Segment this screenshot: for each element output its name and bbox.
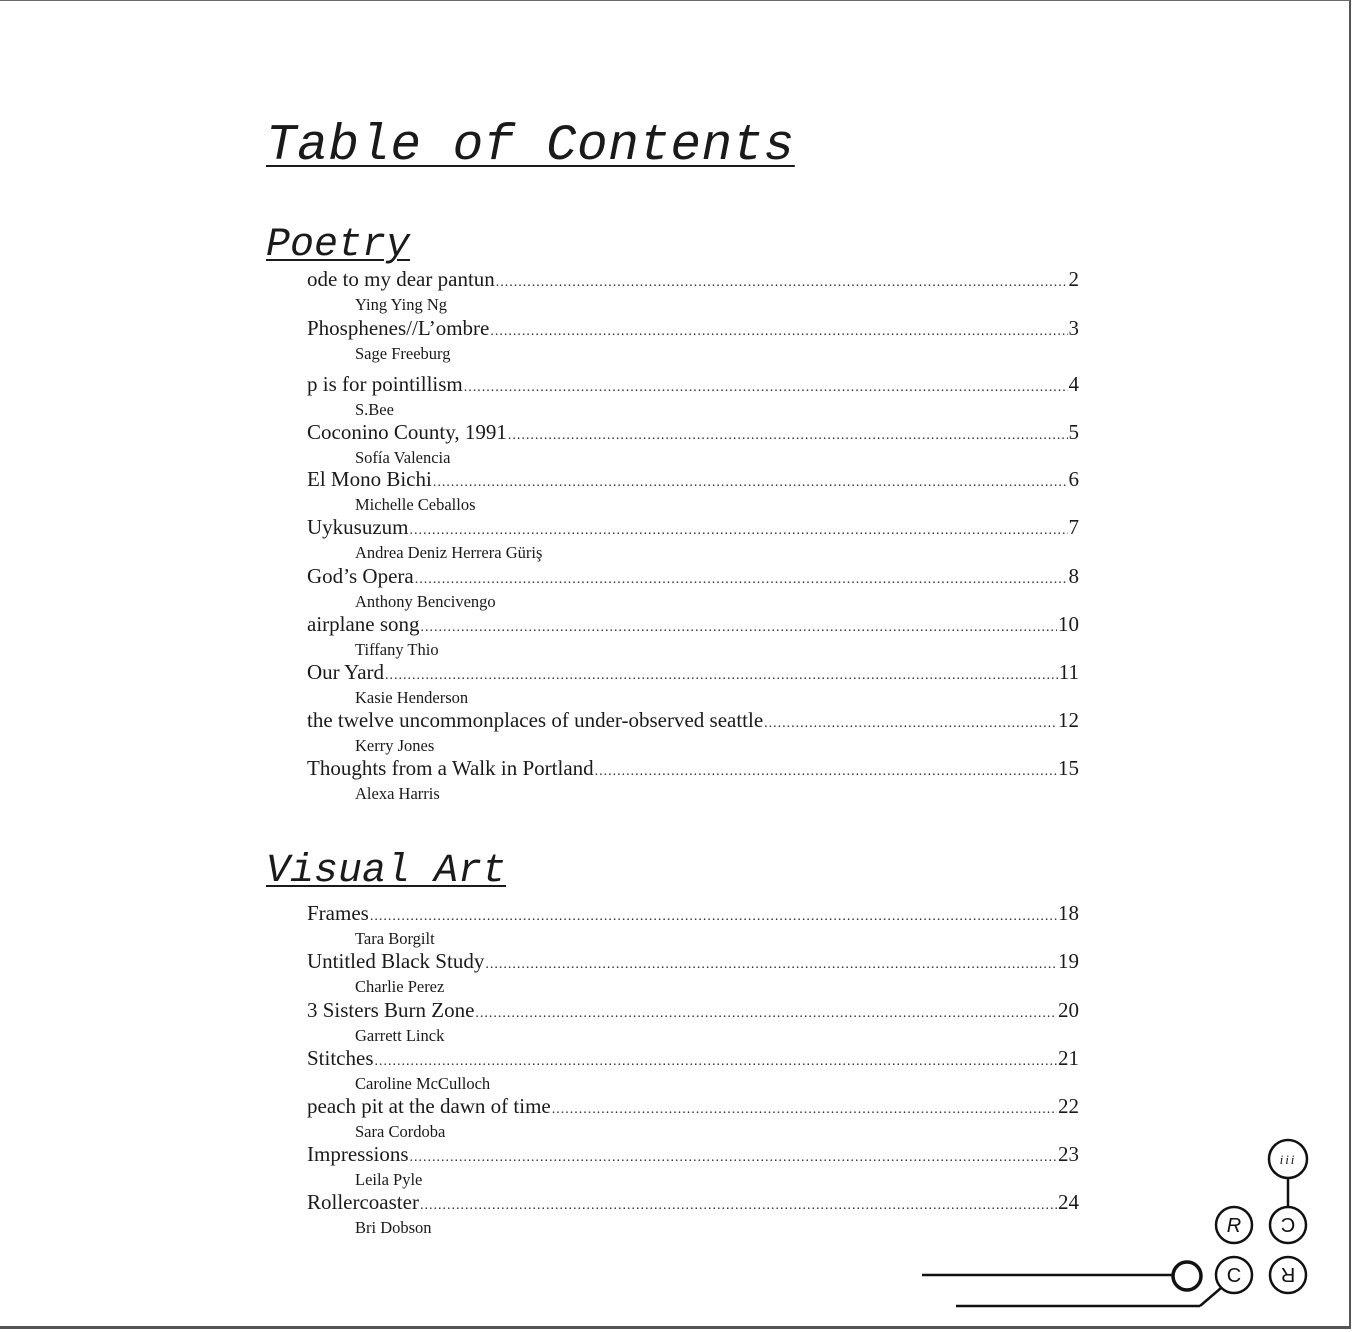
entry-title: Rollercoaster (307, 1190, 419, 1214)
toc-entry[interactable] (307, 267, 1079, 314)
dot-leader (421, 616, 1057, 640)
section-heading-visual-art: Visual Art (266, 849, 507, 894)
toc-entry-line (307, 660, 1079, 688)
entry-page-number: 2 (1068, 267, 1079, 291)
entry-title: peach pit at the dawn of time (307, 1094, 551, 1118)
entry-page-number: 10 (1058, 612, 1079, 636)
entry-title: God’s Opera (307, 564, 414, 588)
entry-title: p is for pointillism (307, 372, 463, 396)
entry-title: Thoughts from a Walk in Portland (307, 756, 594, 780)
toc-entry[interactable] (307, 660, 1079, 707)
entry-author: Tara Borgilt (355, 929, 435, 948)
entry-author: Bri Dobson (355, 1218, 432, 1237)
dot-leader (508, 424, 1068, 448)
section-heading-poetry: Poetry (266, 223, 411, 268)
toc-entry-line (307, 1094, 1079, 1122)
logo-letter-r-rotated: R (1280, 1263, 1296, 1285)
page-number: iii (1279, 1152, 1297, 1167)
entry-page-number: 3 (1068, 316, 1079, 340)
entry-title: Uykusuzum (307, 515, 409, 539)
toc-entry-line (307, 612, 1079, 640)
entry-title: Impressions (307, 1142, 409, 1166)
entry-author: Charlie Perez (355, 977, 445, 996)
entry-title: Coconino County, 1991 (307, 420, 507, 444)
logo-line-diagonal (1200, 1288, 1221, 1306)
dot-leader (464, 376, 1068, 400)
toc-entry[interactable] (307, 316, 1079, 363)
toc-entry-line (307, 564, 1079, 592)
entry-title: El Mono Bichi (307, 467, 432, 491)
logo-terminal-circle (1173, 1262, 1201, 1290)
logo-letter-c-mirrored: C (1280, 1215, 1296, 1237)
entry-page-number: 8 (1068, 564, 1079, 588)
entry-page-number: 7 (1068, 515, 1079, 539)
entry-title: Phosphenes//L’ombre (307, 316, 490, 340)
logo-letter-r: R (1226, 1215, 1242, 1237)
entry-title: airplane song (307, 612, 420, 636)
toc-entry-line (307, 515, 1079, 543)
toc-entry-line (307, 708, 1079, 736)
entry-page-number: 11 (1058, 660, 1079, 684)
toc-entry[interactable] (307, 708, 1079, 755)
toc-entry[interactable] (307, 756, 1079, 803)
toc-entry[interactable] (307, 372, 1079, 419)
dot-leader (415, 568, 1068, 592)
page-title: Table of Contents (266, 118, 795, 175)
entry-page-number: 19 (1058, 949, 1079, 973)
toc-entry[interactable] (307, 1046, 1079, 1093)
dot-leader (385, 664, 1058, 688)
entry-author: S.Bee (355, 400, 394, 419)
toc-entry[interactable] (307, 612, 1079, 659)
toc-entry-line (307, 901, 1079, 929)
entry-title: ode to my dear pantun (307, 267, 495, 291)
entry-author: Sage Freeburg (355, 344, 451, 363)
dot-leader (485, 953, 1057, 977)
toc-entry-line (307, 1046, 1079, 1074)
entry-title: Our Yard (307, 660, 385, 684)
dot-leader (595, 760, 1057, 784)
entry-author: Michelle Ceballos (355, 495, 476, 514)
entry-page-number: 22 (1058, 1094, 1079, 1118)
toc-entry[interactable] (307, 420, 1079, 467)
rcrc-logo (910, 1130, 1330, 1320)
dot-leader (552, 1098, 1057, 1122)
entry-title: Untitled Black Study (307, 949, 485, 973)
toc-entry-line (307, 756, 1079, 784)
entry-page-number: 6 (1068, 467, 1079, 491)
toc-entry[interactable] (307, 467, 1079, 514)
entry-author: Caroline McCulloch (355, 1074, 491, 1093)
toc-entry-line (307, 998, 1079, 1026)
toc-entry-line (307, 949, 1079, 977)
toc-entry[interactable] (307, 515, 1079, 562)
entry-author: Kerry Jones (355, 736, 435, 755)
entry-page-number: 12 (1058, 708, 1079, 732)
toc-entry[interactable] (307, 998, 1079, 1045)
entry-author: Ying Ying Ng (355, 295, 447, 314)
entry-title: Frames (307, 901, 369, 925)
entry-page-number: 5 (1068, 420, 1079, 444)
entry-page-number: 15 (1058, 756, 1079, 780)
entry-author: Garrett Linck (355, 1026, 445, 1045)
entry-author: Andrea Deniz Herrera Güriş (355, 543, 543, 562)
toc-entry[interactable] (307, 564, 1079, 611)
dot-leader (375, 1050, 1058, 1074)
toc-entry-line (307, 467, 1079, 495)
entry-author: Anthony Bencivengo (355, 592, 496, 611)
entry-title: the twelve uncommonplaces of under-observed seattle (307, 708, 764, 732)
entry-author: Sara Cordoba (355, 1122, 446, 1141)
entry-title: 3 Sisters Burn Zone (307, 998, 475, 1022)
toc-entry[interactable] (307, 949, 1079, 996)
entry-title: Stitches (307, 1046, 374, 1070)
dot-leader (410, 519, 1068, 543)
dot-leader (370, 905, 1057, 929)
toc-entry-line (307, 267, 1079, 295)
entry-page-number: 20 (1058, 998, 1079, 1022)
entry-author: Tiffany Thio (355, 640, 439, 659)
logo-letter-c: C (1226, 1265, 1242, 1287)
dot-leader (496, 271, 1068, 295)
entry-page-number: 18 (1058, 901, 1079, 925)
entry-author: Sofía Valencia (355, 448, 451, 467)
dot-leader (764, 712, 1057, 736)
entry-author: Alexa Harris (355, 784, 440, 803)
entry-page-number: 21 (1058, 1046, 1079, 1070)
entry-author: Leila Pyle (355, 1170, 423, 1189)
entry-author: Kasie Henderson (355, 688, 469, 707)
entry-page-number: 4 (1068, 372, 1079, 396)
dot-leader (490, 320, 1067, 344)
dot-leader (433, 471, 1068, 495)
entry-page-number: 24 (1058, 1190, 1079, 1214)
toc-entry[interactable] (307, 901, 1079, 948)
toc-entry-line (307, 316, 1079, 344)
dot-leader (475, 1002, 1057, 1026)
toc-entry-line (307, 372, 1079, 400)
toc-entry-line (307, 420, 1079, 448)
entry-page-number: 23 (1058, 1142, 1079, 1166)
